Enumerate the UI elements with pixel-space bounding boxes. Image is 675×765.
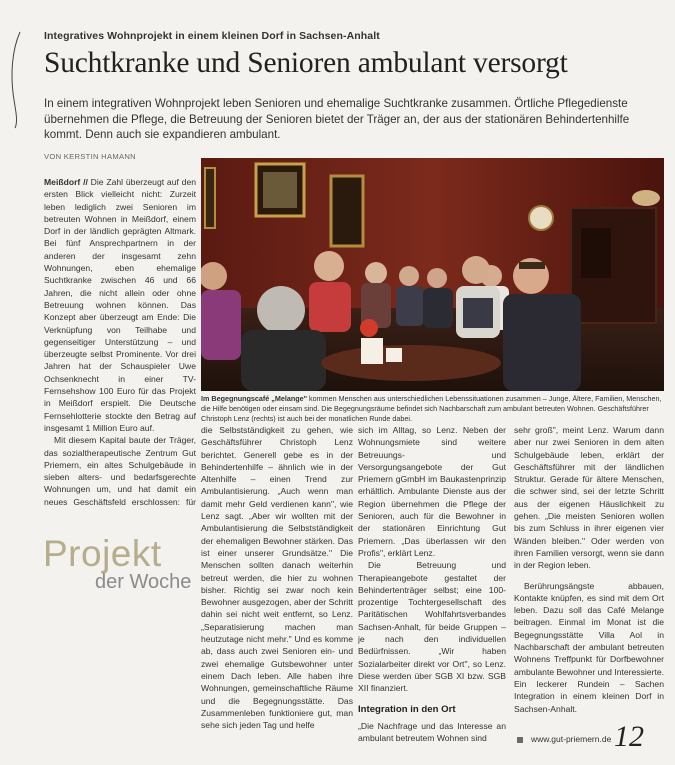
column-3-paragraph-1: sich im Alltag, so Lenz. Neben der Wohnungsmiete sind weitere Betreuungs- und Versorgungsangebote der Gut Priemern gGmbH im Baukastenprinzip erhältlich. Ambulante Dienste aus der Region übernehmen die Pflege der Senioren, auch für die Bewohner in der stationären Einrichtung Gut Priemern. „Das überlassen wir den Profis", erklärt Lenz. [358,425,506,558]
margin-pen-mark [6,30,24,130]
byline: VON KERSTIN HAMANN [44,152,136,161]
bullet-square-icon [517,737,523,743]
article-photo [201,158,664,391]
column-3-paragraph-3: „Die Nachfrage und das Interesse an ambulant betreutem Wohnen sind [358,720,506,744]
kicker: Integratives Wohnprojekt in einem kleinen Dorf in Sachsen-Anhalt [44,30,380,42]
column-1-paragraph-2: Mit diesem Kapital baute der Träger, das sozialtherapeutische Zentrum Gut Priemern, ein altes Schulgebäude in sieben alters- und bedarfsgerechte Wohnungen um, und hat damit ein neues Geschäftsfeld erschlossen: für [44,435,196,506]
caption-text: kommen Menschen aus unterschiedlichen Lebenssituationen zusammen – Junge, Ältere, Familien, Menschen, die Hilfe benötigen oder einsam sind. Die Begegnungsräume befindet sich Nachbarschaft zum ambulant betreuten Wohnen. Geschäftsführer Christoph Lenz (rechts) ist auch bei der monatlichen Runde dabei. [201,394,662,423]
column-4-paragraph-1: sehr groß", meint Lenz. Warum dann aber nur zwei Senioren in dem alten Schulgebäude leben, erklärt der Geschäftsführer mit der ländlichen Struktur. Gerade für ältere Menschen, die schwer sind, sei der letzte Schritt aus der eigenen Häuslichkeit zu gehen. „Die meisten Senioren wollen bis zum Schluss in ihrer eigenen vier Wänden bleiben." Oder werden von ihren Familien versorgt, wenn sie dann in der Region leben. [514,425,664,571]
project-of-the-week-badge [43,533,195,597]
article-column-1-continued [44,604,196,764]
column-1-paragraph-1: Die Zahl überzeugt auf den ersten Blick vielleicht nicht: Zurzeit leben lediglich zwei Senioren im betreuten Wohnen in Meißdorf, einem Dorf in der ländlich geprägten Altmark. Bei fünf Ansprechpartnern in der anderen der insgesamt zehn Wohnungen, eben ehemalige Suchtkranke zwischen 46 und 66 Jahren, die nicht allein oder ohne Betreuung wohnen können. Das Konzept aber überzeugt am Ende: Die Verknüpfung von Teilhabe und gegenseitiger Unterstützung – und überzeugte selbst Prominente. Vor drei Jahren hat der Schauspieler Uwe Ochsenknecht in einer TV-Fernsehshow 100 Euro für das Projekt in Meißdorf erspielt. Die Deutsche Fernsehlotterie stockte den Betrag auf insgesamt 1 Million Euro auf. [44,177,196,433]
badge-line-1: Projekt [43,533,162,574]
source-url-row [517,734,611,744]
photo-caption [201,394,664,424]
dateline: Meißdorf // [44,177,88,187]
article-column-3 [358,424,506,760]
source-url[interactable]: www.gut-priemern.de [531,734,612,744]
article-column-1 [44,176,196,506]
article-column-2 [201,424,353,760]
caption-lead: Im Begegnungscafé „Melange" [201,394,308,403]
article-column-4 [514,424,664,724]
lead-paragraph: In einem integrativen Wohnprojekt leben Senioren und ehemalige Suchtkranke zusammen. Örtliche Pflegedienste übernehmen die Pflege, die Betreuung der Senioren bietet der Träger an, der aus der stationären Behindertenhilfe kommt. Denn auch sie expandieren ambulant. [44,97,630,142]
section-subhead: Integration in den Ort [358,703,456,715]
column-3-paragraph-2: Die Betreuung und Therapieangebote gestaltet der Behindertenträger selbst; eine 100-prozentige Tochtergesellschaft des Paritätischen Wohlfahrtsverbandes Sachsen-Anhalt, für beide Gruppen – je nach den individuellen Bedürfnissen. „Wir haben Sozialarbeiter direkt vor Ort", so Lenz. Diese werden über SGB XI bzw. SGB XII finanziert. [358,560,506,694]
badge-line-2: der Woche [95,571,192,593]
column-2-text: die Selbstständigkeit zu gehen, wie Geschäftsführer Christoph Lenz berichtet. Generell gebe es in der Behindertenhilfe – ähnlich wie in der Altenhilfe – einen Trend zur Ambulantisierung. „Auch wenn man damit mehr Geld verdienen kann", wie Lenz sagt. „Aber wir wollten mit der Ambulantisierung die Selbstständigkeit der ehemaligen Bewohner stärken. Das ist einer unserer Grundsätze." Die Menschen sollten danach weiterhin betreut werden, die hier zu wohnen bisher. Richtig sei zwar noch kein Bewohner ausgezogen, aber der Schritt dahin sei nicht weit entfernt, so Lenz. „Separatisierung machen man heutzutage nicht mehr." Und es komme ab, dass auch zwei Senioren ein- und zwei ehemalige Gutsbewohner unter einem Dach leben. Alle haben ihre Wohnungen, gemeinschaftliche Räume und die Begegnungsstätte. Das Zusammenleben funktioniere gut, man sehe sich jeden Tag und helfe [201,425,353,731]
page-number: 12 [614,720,644,753]
headline: Suchtkranke und Senioren ambulant versorgt [44,47,568,79]
column-4-paragraph-2: Berührungsängste abbauen, Kontakte knüpfen, es sind mit dem Ort leben. Dazu soll das Café Melange beitragen. Einmal im Monat ist die Begegnungsstätte Villa Aol in Nachbarschaft der ambulant betreuten Wohnens Treffpunkt für Dorfbewohner ambulante Bewohner und Interessierte. Ein leckerer Rundein – Sachen Integration in einem kleinen Dorf in Sachsen-Anhalt. [514,580,664,714]
